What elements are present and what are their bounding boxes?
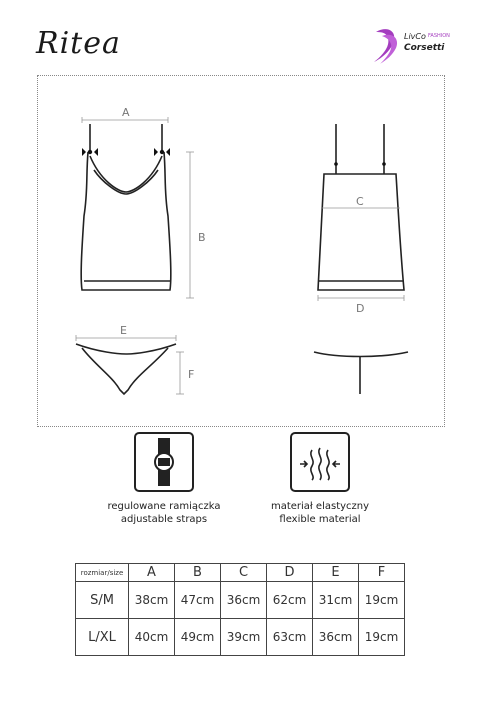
elastic-material-icon-box <box>290 432 350 492</box>
brand-line1: LivCo <box>404 32 426 41</box>
table-cell: 19cm <box>359 619 405 656</box>
table-cell: 39cm <box>221 619 267 656</box>
label-e: E <box>120 324 127 337</box>
table-cell: 63cm <box>267 619 313 656</box>
table-cell: 31cm <box>313 582 359 619</box>
table-cell: 49cm <box>175 619 221 656</box>
feature-flexible-material <box>250 500 390 526</box>
table-cell: 36cm <box>221 582 267 619</box>
adjustable-strap-icon <box>136 434 192 490</box>
table-cell: 38cm <box>129 582 175 619</box>
col-e: E <box>313 564 359 582</box>
feature-label-pl: materiał elastyczny <box>270 501 370 512</box>
col-d: D <box>267 564 313 582</box>
size-table-header <box>76 564 405 582</box>
measurement-diagram <box>37 75 445 427</box>
brand-tag: FASHION <box>428 33 450 39</box>
col-f: F <box>359 564 405 582</box>
header-label: rozmiar/size <box>76 564 129 582</box>
table-cell: 47cm <box>175 582 221 619</box>
adjustable-strap-icon-box <box>134 432 194 492</box>
feature-label-en: flexible material <box>279 514 361 525</box>
col-c: C <box>221 564 267 582</box>
size-table <box>75 563 405 656</box>
table-cell: 40cm <box>129 619 175 656</box>
product-title: Ritea <box>36 26 121 61</box>
size-label: S/M <box>76 582 129 619</box>
feature-label-en: adjustable straps <box>120 514 208 525</box>
feature-adjustable-straps <box>94 500 234 526</box>
table-cell: 62cm <box>267 582 313 619</box>
table-row <box>76 619 405 656</box>
label-d: D <box>356 302 365 315</box>
col-a: A <box>129 564 175 582</box>
brand-line2: Corsetti <box>404 43 445 53</box>
elastic-material-icon <box>292 434 348 490</box>
table-cell: 36cm <box>313 619 359 656</box>
table-cell: 19cm <box>359 582 405 619</box>
size-label: L/XL <box>76 619 129 656</box>
label-b: B <box>198 231 206 244</box>
label-c: C <box>356 195 364 208</box>
garment-diagram-svg <box>38 76 444 426</box>
col-b: B <box>175 564 221 582</box>
label-a: A <box>122 106 130 119</box>
feature-label-pl: regulowane ramiączka <box>107 501 221 512</box>
label-f: F <box>188 368 195 381</box>
table-row <box>76 582 405 619</box>
